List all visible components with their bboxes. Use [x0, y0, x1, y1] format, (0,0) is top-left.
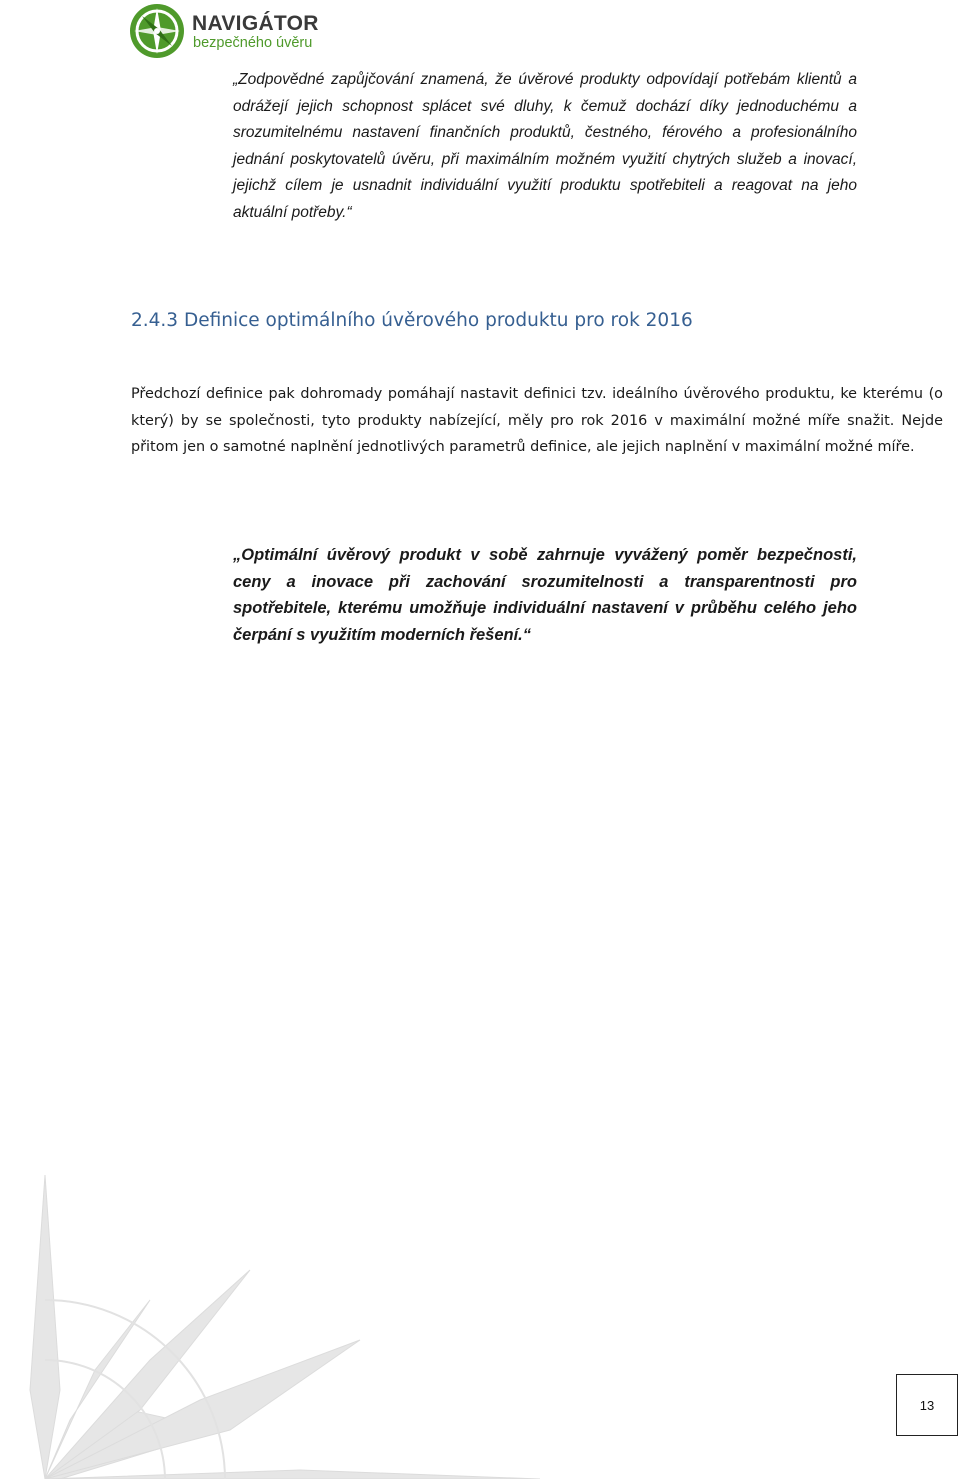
definition-quote-responsible-lending: „Zodpovědné zapůjčování znamená, že úvěrové produkty odpovídají potřebám klientů a odrážejí jejich schopnost splácet své dluhy, k čemuž dochází díky jednoduchému a srozumitelnému nastavení finančních produktů, čestného, férového a profesionálního jednání poskytovatelů úvěru, při maximálním možném využití chytrých služeb a inovací, jejichž cílem je usnadnit individuální využití produktu spotřebiteli a reagovat na jeho aktuální potřeby.“: [233, 71, 857, 221]
logo-title: NAVIGÁTOR: [192, 12, 319, 35]
navigator-logo: [128, 2, 328, 60]
compass-rose-icon: [0, 1170, 540, 1479]
logo-subtitle: bezpečného úvěru: [193, 35, 313, 51]
compass-logo-icon: [128, 2, 186, 60]
definition-quote-optimal-product: „Optimální úvěrový produkt v sobě zahrnuje vyvážený poměr bezpečnosti, ceny a inovace při zachování srozumitelnosti a transparentnosti pro spotřebitele, kterému umožňuje individuální nastavení v průběhu celého jeho čerpání s využitím moderních řešení.“: [233, 546, 857, 644]
section-paragraph: Předchozí definice pak dohromady pomáhají nastavit definici tzv. ideálního úvěrového produktu, ke kterému (o který) by se společnosti, tyto produkty nabízející, měly pro rok 2016 v maximální možné míře snažit. Nejde přitom jen o samotné naplnění jednotlivých parametrů definice, ale jejich naplnění v maximální možné míře.: [131, 386, 943, 455]
section-heading: 2.4.3 Definice optimálního úvěrového produktu pro rok 2016: [131, 310, 693, 331]
page-number: 13: [896, 1374, 958, 1436]
